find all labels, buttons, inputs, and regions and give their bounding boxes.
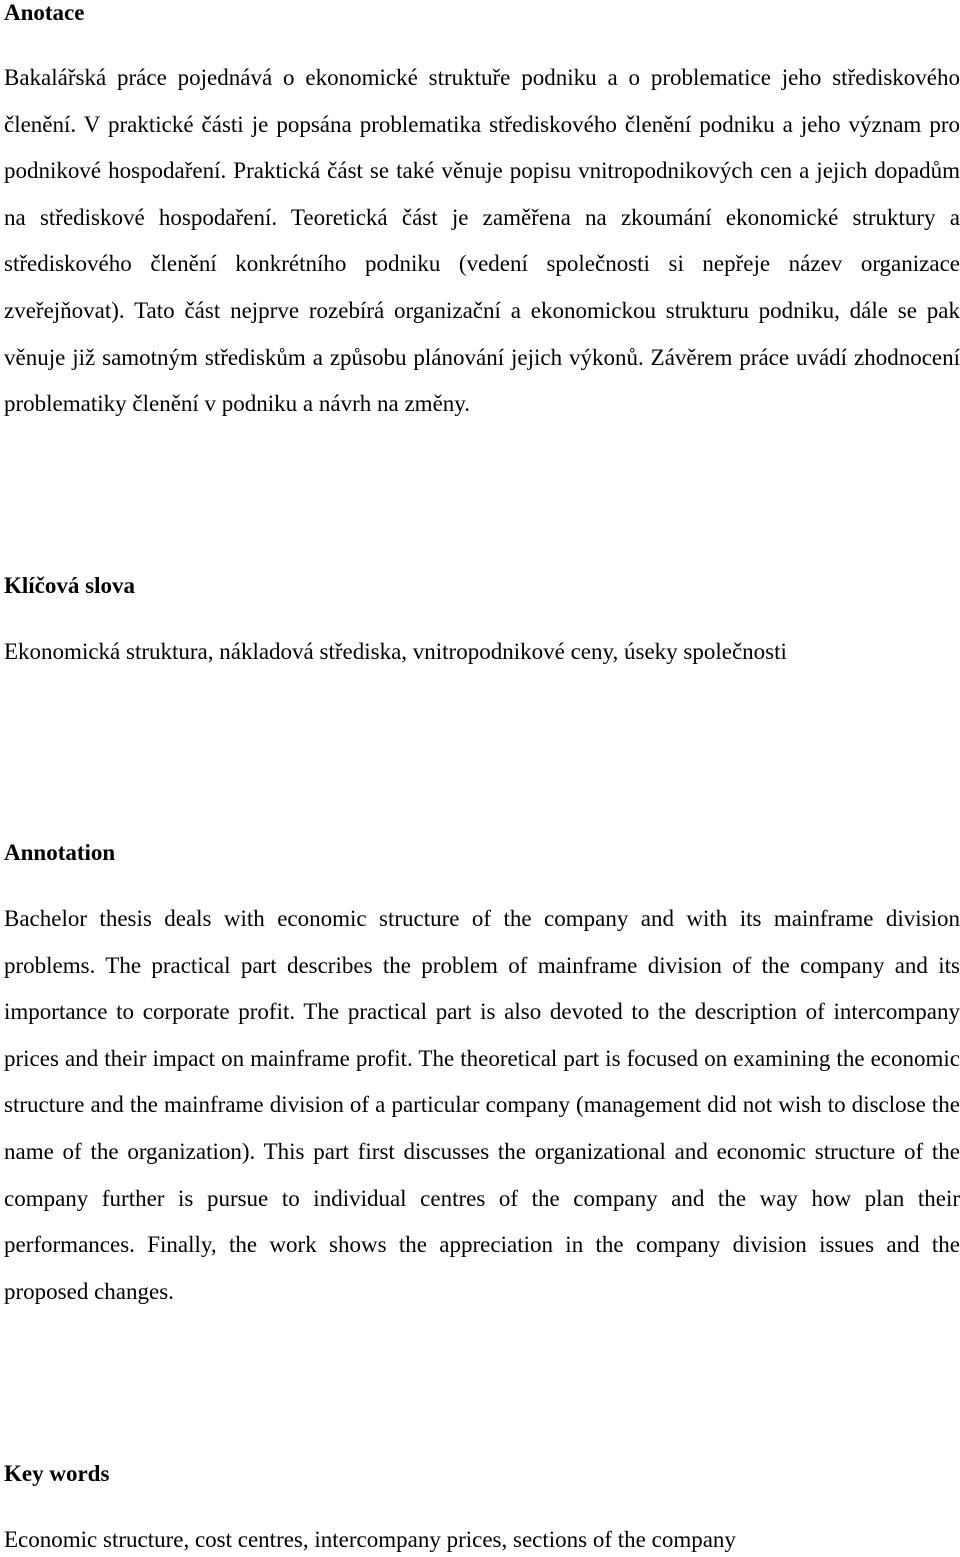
paragraph-anotace: Bakalářská práce pojednává o ekonomické struktuře podniku a o problematice jeho střediskového členění. V praktické části je popsána problematika střediskového členění podniku a jeho význam pro podnikové hospodaření. Praktická část se také věnuje popisu vnitropodnikových cen a jejich dopadům na střediskové hospodaření. Teoretická část je zaměřena na zkoumání ekonomické struktury a střediskového členění konkrétního podniku (vedení společnosti si nepřeje název organizace zveřejňovat). Tato část nejprve rozebírá organizační a ekonomickou strukturu podniku, dále se pak věnuje již samotným střediskům a způsobu plánování jejich výkonů. Závěrem práce uvádí zhodnocení problematiky členění v podniku a návrh na změny. xyxy=(4,65,960,417)
paragraph-annotation: Bachelor thesis deals with economic structure of the company and with its mainframe division problems. The practical part describes the problem of mainframe division of the company and its importance to corporate profit. The practical part is also devoted to the description of intercompany prices and their impact on mainframe profit. The theoretical part is focused on examining the economic structure and the mainframe division of a particular company (management did not wish to disclose the name of the organization). This part first discusses the organizational and economic structure of the company further is pursue to individual centres of the company and the way how plan their performances. Finally, the work shows the appreciation in the company division issues and the proposed changes. xyxy=(4,906,960,1304)
paragraph-klicova-slova: Ekonomická struktura, nákladová střediska, vnitropodnikové ceny, úseky společnosti xyxy=(4,639,787,664)
paragraph-key-words: Economic structure, cost centres, intercompany prices, sections of the company xyxy=(4,1527,736,1552)
heading-klicova-slova: Klíčová slova xyxy=(4,573,135,598)
heading-key-words: Key words xyxy=(4,1461,110,1486)
heading-anotace: Anotace xyxy=(4,0,85,25)
heading-annotation: Annotation xyxy=(4,840,116,865)
